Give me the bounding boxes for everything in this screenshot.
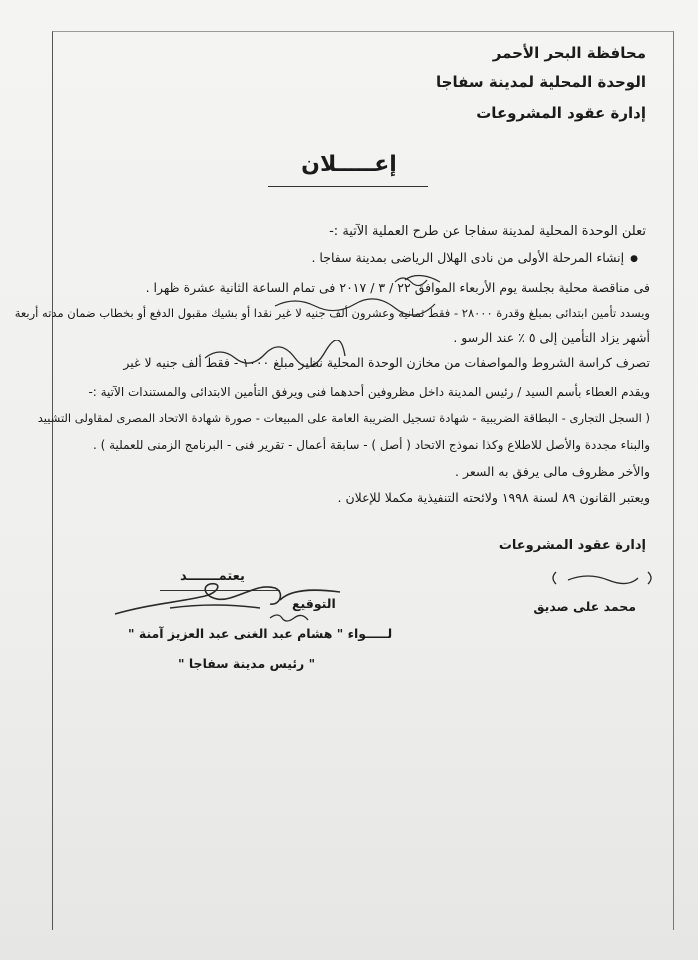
body-line-3: أشهر يزاد التأمين إلى ٥ ٪ عند الرسو . [453, 330, 650, 345]
bullet-icon: ● [630, 253, 638, 264]
intro-text: تعلن الوحدة المحلية لمدينة سفاجا عن طرح العملية الآتية :- [329, 224, 646, 239]
body-line-9: ويعتبر القانون ٨٩ لسنة ١٩٩٨ ولائحته التنفيذية مكملا للإعلان . [337, 490, 650, 505]
signature-label: التوقيع [292, 596, 336, 611]
bullet-text: إنشاء المرحلة الأولى من نادى الهلال الرياضى بمدينة سفاجا . [311, 250, 625, 265]
handwritten-date-scribble [255, 266, 455, 326]
body-line-1: فى مناقصة محلية بجلسة يوم الأربعاء الموافق ٢٢ / ٣ / ٢٠١٧ فى تمام الساعة الثانية عشرة ظهرا . [145, 280, 650, 295]
header-local-unit: الوحدة المحلية لمدينة سفاجا [436, 73, 646, 91]
body-line-8: والأخر مظروف مالى يرفق به السعر . [455, 464, 650, 479]
mayor-name: لـــــواء " هشام عبد الغنى عبد العزيز آمنة " [128, 626, 393, 641]
header-department: إدارة عقود المشروعات [476, 104, 646, 122]
body-line-7: والبناء مجددة والأصل للاطلاع وكذا نموذج الاتحاد ( أصل ) - سابقة أعمال - تقرير فنى - البرنامج الزمنى للعملية ) . [92, 438, 650, 452]
handwritten-amount-scribble [200, 340, 350, 370]
title-underline [268, 186, 428, 187]
office-signature-label: إدارة عقود المشروعات [498, 538, 646, 553]
body-line-2: ويسدد تأمين ابتدائى بمبلغ وقدرة ٢٨٠٠٠ - فقط ثمانية وعشرون ألف جنيه لا غير نقدا أو بشيك مقبول الدفع أو بخطاب ضمان مدته أربعة [14, 306, 650, 320]
header-governorate: محافظة البحر الأحمر [492, 44, 646, 62]
body-line-4: تصرف كراسة الشروط والمواصفات من مخازن الوحدة المحلية نظير مبلغ ١٠٠٠ - فقط ألف جنيه لا غير [123, 355, 650, 370]
body-line-5: ويقدم العطاء بأسم السيد / رئيس المدينة داخل مظروفين أحدهما فنى ويرفق التأمين الابتدائى والمستندات الآتية :- [88, 385, 650, 399]
body-line-6: ( السجل التجارى - البطاقة الضريبية - شهادة تسجيل الضريبة العامة على المبيعات - صورة شهادة الاتحاد المصرى لمقاولى التشييد [37, 411, 650, 425]
approval-label: يعتمـــــــد [180, 569, 245, 584]
mayor-handwritten-signature [110, 574, 350, 632]
bullet-item [311, 250, 638, 265]
office-official-name: محمد على صديق [533, 599, 636, 614]
office-signature-mark [548, 566, 658, 590]
mayor-title: " رئيس مدينة سفاجا " [178, 656, 316, 671]
page-title: إعـــــلان [301, 152, 397, 177]
